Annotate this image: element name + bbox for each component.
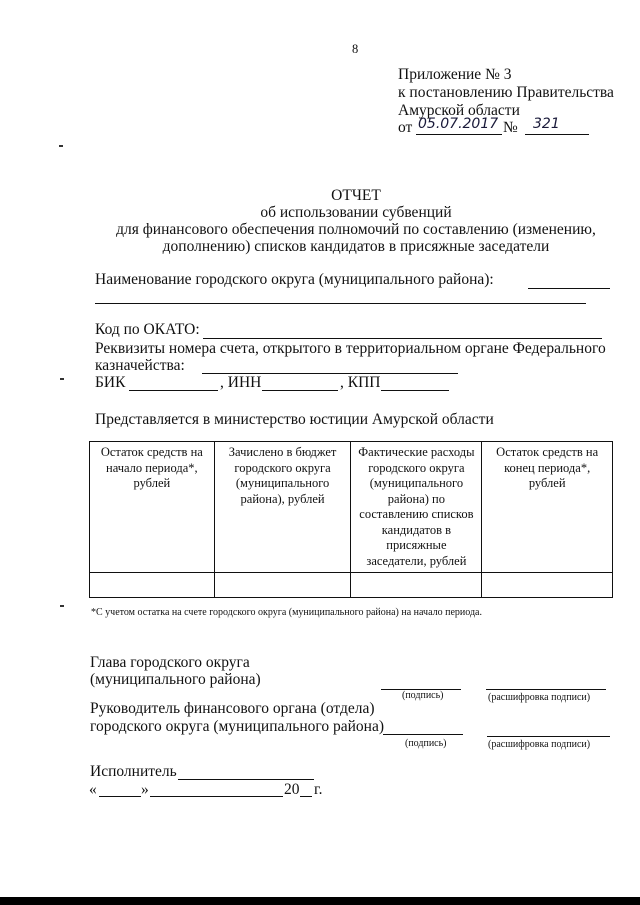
title-line-1: ОТЧЕТ [331,187,381,204]
head-line-2: (муниципального района) [90,671,261,688]
date-year-prefix: 20 [284,781,300,798]
header-closing-balance: Остаток средств на конец периода*, рублей [482,442,613,573]
date-year-field[interactable] [300,796,312,797]
date-close-quote: » [141,781,149,798]
bik-field[interactable] [129,390,218,391]
footnote: *С учетом остатка на счете городского округа (муниципального района) на начало периода. [91,607,482,618]
okato-label: Код по ОКАТО: [95,321,200,338]
appendix-number-underline [525,134,589,135]
appendix-number-label: № [503,119,518,136]
account-line-2: казначейства: [95,357,185,374]
cell-actual-expenses[interactable] [351,573,482,598]
cell-credited[interactable] [214,573,351,598]
finance-signature-line[interactable] [383,734,463,735]
appendix-number-handwritten: 321 [533,116,560,132]
finance-signature-caption: (подпись) [405,738,447,749]
bik-label: БИК [95,374,126,391]
scan-mark [60,605,64,607]
okato-field[interactable] [203,338,602,339]
date-open-quote: « [89,781,97,798]
scan-edge-band [0,897,640,905]
report-table [89,441,613,598]
inn-field[interactable] [262,390,338,391]
account-line-1: Реквизиты номера счета, открытого в территориальном органе Федерального [95,340,606,357]
title-line-4: дополнению) списков кандидатов в присяжные заседатели [162,238,550,255]
appendix-from-label: от [398,119,413,136]
head-decoding-line[interactable] [486,689,606,690]
scan-mark [59,145,63,147]
finance-line-1: Руководитель финансового органа (отдела) [90,700,375,717]
header-credited: Зачислено в бюджет городского округа (муниципального района), рублей [214,442,351,573]
head-signature-caption: (подпись) [402,690,444,701]
appendix-date-handwritten: 05.07.2017 [418,116,499,132]
appendix-line-3: Амурской области [398,102,520,119]
title-line-2: об использовании субвенций [260,204,452,221]
district-name-field-1[interactable] [528,288,610,289]
cell-closing-balance[interactable] [482,573,613,598]
executor-field[interactable] [178,779,314,780]
kpp-label: , КПП [340,374,381,391]
finance-decoding-line[interactable] [487,736,610,737]
executor-label: Исполнитель [90,763,177,780]
head-decoding-caption: (расшифровка подписи) [488,692,591,703]
appendix-line-2: к постановлению Правительства [398,84,614,101]
appendix-line-1: Приложение № 3 [398,66,512,83]
appendix-date-underline [416,134,502,135]
table-row [90,573,613,598]
header-opening-balance: Остаток средств на начало периода*, рублей [90,442,215,573]
date-year-suffix: г. [314,781,323,798]
header-actual-expenses: Фактические расходы городского округа (муниципального района) по составлению списков кандидатов в присяжные заседатели, рублей [351,442,482,573]
date-month-field[interactable] [150,796,283,797]
page-number: 8 [352,42,359,56]
kpp-field[interactable] [381,390,449,391]
inn-label: , ИНН [220,374,262,391]
district-name-field-2[interactable] [95,303,586,304]
head-line-1: Глава городского округа [90,654,250,671]
district-name-label: Наименование городского округа (муниципального района): [95,271,494,288]
scan-mark [60,378,64,380]
date-day-field[interactable] [99,796,141,797]
finance-decoding-caption: (расшифровка подписи) [488,739,591,750]
submitted-to-text: Представляется в министерство юстиции Амурской области [95,411,494,428]
cell-opening-balance[interactable] [90,573,215,598]
finance-line-2: городского округа (муниципального района) [90,718,384,735]
title-line-3: для финансового обеспечения полномочий по составлению (изменению, [116,221,596,238]
table-header-row [90,442,613,573]
